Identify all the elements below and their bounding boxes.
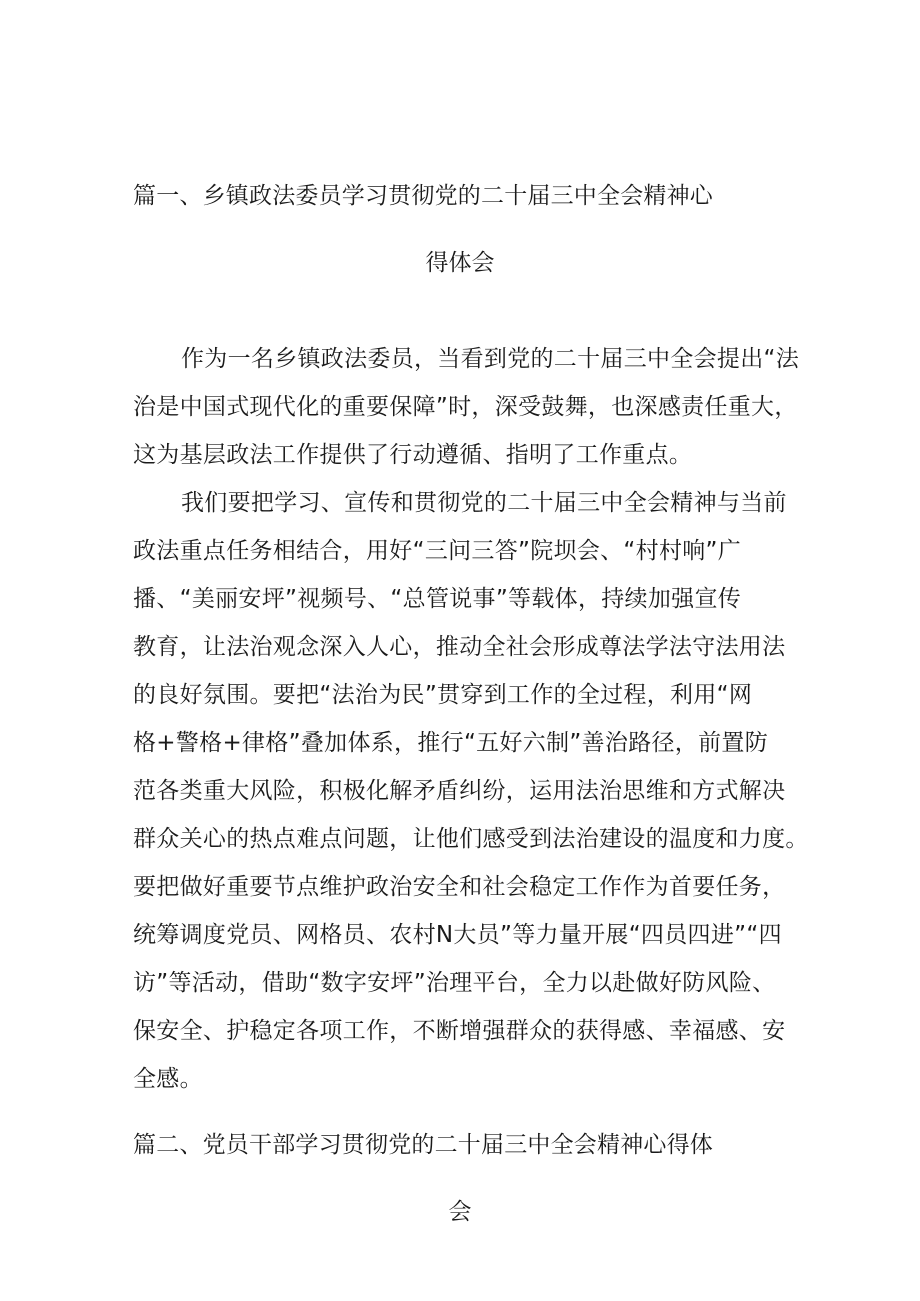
paragraph2-line: 的良好氛围。要把“法治为民”贯穿到工作的全过程，利用“网 <box>133 682 753 708</box>
section1-title-line2: 得体会 <box>425 250 495 276</box>
section2-title-line1: 篇二、党员干部学习贯彻党的二十届三中全会精神心得体 <box>133 1132 713 1158</box>
paragraph1-line: 这为基层政法工作提供了行动遵循、指明了工作重点。 <box>133 442 693 468</box>
section1-title-line1: 篇一、乡镇政法委员学习贯彻党的二十届三中全会精神心 <box>133 183 713 209</box>
paragraph1-line: 治是中国式现代化的重要保障”时，深受鼓舞，也深感责任重大， <box>133 394 798 420</box>
paragraph2-line: 政法重点任务相结合，用好“三问三答”院坝会、“村村响”广 <box>133 538 742 564</box>
paragraph2-line: 全感。 <box>133 1066 203 1092</box>
paragraph2-line: 我们要把学习、宣传和贯彻党的二十届三中全会精神与当前 <box>181 490 787 516</box>
paragraph2-line: 统筹调度党员、网格员、农村N大员”等力量开展“四员四进”“四 <box>133 922 782 948</box>
paragraph2-line: 保安全、护稳定各项工作，不断增强群众的获得感、幸福感、安 <box>133 1018 786 1044</box>
paragraph2-line: 范各类重大风险，积极化解矛盾纠纷，运用法治思维和方式解决 <box>133 778 786 804</box>
paragraph2-line: 教育，让法治观念深入人心，推动全社会形成尊法学法守法用法 <box>133 634 786 660</box>
paragraph2-line: 群众关心的热点难点问题，让他们感受到法治建设的温度和力度。 <box>133 826 809 852</box>
paragraph2-line: 播、“美丽安坪”视频号、“总管说事”等载体，持续加强宣传 <box>133 586 742 612</box>
paragraph1-line: 作为一名乡镇政法委员，当看到党的二十届三中全会提出“法 <box>181 346 800 372</box>
paragraph2-line: 要把做好重要节点维护政治安全和社会稳定工作作为首要任务， <box>133 874 786 900</box>
paragraph2-line: 格+警格+律格”叠加体系，推行“五好六制”善治路径，前置防 <box>133 730 768 756</box>
paragraph2-line: 访”等活动，借助“数字安坪”治理平台，全力以赴做好防风险、 <box>133 970 776 996</box>
section2-title-line2: 会 <box>448 1199 472 1225</box>
